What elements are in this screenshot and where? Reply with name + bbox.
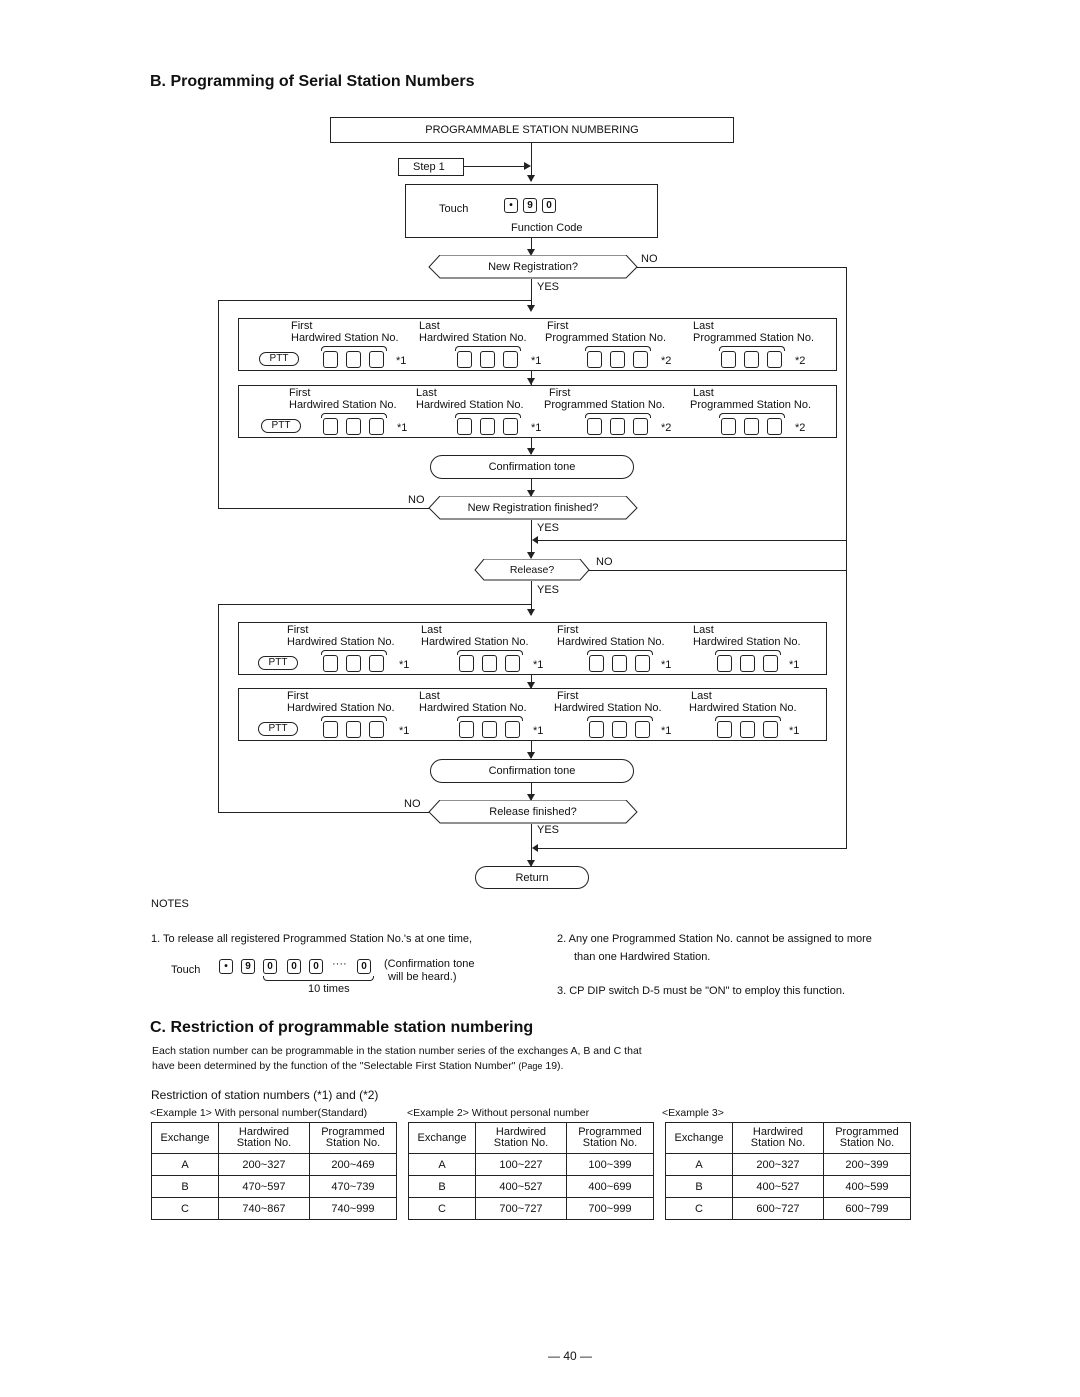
example-3-table xyxy=(665,1122,911,1220)
first-label: First xyxy=(289,387,311,399)
no-label-3: NO xyxy=(596,556,613,568)
last-label: Last xyxy=(693,624,714,636)
first-label: First xyxy=(547,320,569,332)
hardwired-label: Hardwired Station No. xyxy=(291,332,399,344)
mark-1: *1 xyxy=(789,659,800,671)
col-programmed: Programmed Station No. xyxy=(567,1123,654,1154)
release-finished-label: Release finished? xyxy=(489,806,577,818)
hardwired-label: Hardwired Station No. xyxy=(693,636,801,648)
confirmation-tone-label: Confirmation tone xyxy=(488,765,576,777)
table-row: B 470~597 470~739 xyxy=(152,1176,397,1198)
release-block-2 xyxy=(238,688,827,741)
col-programmed: Programmed Station No. xyxy=(824,1123,911,1154)
first-label: First xyxy=(287,690,309,702)
last-label: Last xyxy=(416,387,437,399)
last-label: Last xyxy=(419,690,440,702)
confirmation-tone-label: Confirmation tone xyxy=(488,461,576,473)
mark-1: *1 xyxy=(533,659,544,671)
note-2-line-1: 2. Any one Programmed Station No. cannot be assigned to more xyxy=(557,933,872,945)
mark-2: *2 xyxy=(661,355,672,367)
yes-label-3: YES xyxy=(537,584,560,596)
example-2-table xyxy=(408,1122,654,1220)
section-c-para-2 xyxy=(152,1060,563,1073)
last-label: Last xyxy=(693,387,714,399)
first-label: First xyxy=(291,320,313,332)
section-c-para-1: Each station number can be programmable in the station number series of the exchanges A, B and C that xyxy=(152,1045,642,1057)
ptt-key: PTT xyxy=(258,656,298,670)
note-3: 3. CP DIP switch D-5 must be "ON" to employ this function. xyxy=(557,985,846,997)
hardwired-label: Hardwired Station No. xyxy=(289,399,397,411)
programmed-label: Programmed Station No. xyxy=(690,399,812,411)
touch-label: Touch xyxy=(439,203,469,215)
new-registration-finished-label: New Registration finished? xyxy=(467,502,599,514)
table-row: A 200~327 200~399 xyxy=(666,1154,911,1176)
mark-1: *1 xyxy=(789,725,800,737)
note-1-confirmation: (Confirmation tone xyxy=(384,958,475,970)
step-box xyxy=(398,158,464,176)
example-3-label: <Example 3> xyxy=(662,1107,724,1119)
programmable-station-numbering-box xyxy=(330,117,734,143)
mark-1: *1 xyxy=(397,422,408,434)
para-2-end: 19). xyxy=(545,1060,564,1072)
programmed-label: Programmed Station No. xyxy=(544,399,666,411)
last-label: Last xyxy=(691,690,712,702)
table-row: C 600~727 600~799 xyxy=(666,1198,911,1220)
col-exchange: Exchange xyxy=(152,1123,219,1154)
note-key-0: 0 xyxy=(309,959,323,974)
last-label: Last xyxy=(421,624,442,636)
table-row: B 400~527 400~699 xyxy=(409,1176,654,1198)
step-label: Step 1 xyxy=(413,161,445,173)
return-terminal xyxy=(475,866,589,889)
table-row: A 100~227 100~399 xyxy=(409,1154,654,1176)
release-block-1 xyxy=(238,622,827,675)
note-key-9: 9 xyxy=(241,959,255,974)
note-key-0: 0 xyxy=(357,959,371,974)
note-1-touch: Touch xyxy=(171,964,201,976)
key-dot: • xyxy=(504,198,518,213)
table-row: C 700~727 700~999 xyxy=(409,1198,654,1220)
section-b-title: B. Programming of Serial Station Numbers xyxy=(150,73,475,90)
notes-heading: NOTES xyxy=(151,898,189,910)
mark-1: *1 xyxy=(399,659,410,671)
registration-block-2 xyxy=(238,385,837,438)
page-number: — 40 — xyxy=(547,1349,592,1363)
col-hardwired: Hardwired Station No. xyxy=(219,1123,310,1154)
mark-1: *1 xyxy=(531,355,542,367)
mark-1: *1 xyxy=(399,725,410,737)
ptt-key: PTT xyxy=(261,419,301,433)
hardwired-label: Hardwired Station No. xyxy=(554,702,662,714)
hardwired-label: Hardwired Station No. xyxy=(557,636,665,648)
mark-1: *1 xyxy=(661,659,672,671)
programmed-label: Programmed Station No. xyxy=(693,332,815,344)
yes-label-2: YES xyxy=(537,522,560,534)
release-label: Release? xyxy=(509,564,555,576)
table-row: B 400~527 400~599 xyxy=(666,1176,911,1198)
hardwired-label: Hardwired Station No. xyxy=(689,702,797,714)
note-1-times: 10 times xyxy=(308,983,350,995)
last-label: Last xyxy=(419,320,440,332)
note-key-0: 0 xyxy=(287,959,301,974)
no-label-2: NO xyxy=(408,494,425,506)
function-code-label: Function Code xyxy=(511,222,583,234)
col-hardwired: Hardwired Station No. xyxy=(733,1123,824,1154)
example-2-label: <Example 2> Without personal number xyxy=(407,1107,590,1119)
registration-block-1 xyxy=(238,318,837,371)
mark-1: *1 xyxy=(396,355,407,367)
hardwired-label: Hardwired Station No. xyxy=(287,702,395,714)
programmed-label: Programmed Station No. xyxy=(545,332,667,344)
mark-2: *2 xyxy=(795,355,806,367)
first-label: First xyxy=(287,624,309,636)
para-2-text: have been determined by the function of the "Selectable First Station Number" xyxy=(152,1060,516,1072)
last-label: Last xyxy=(693,320,714,332)
col-exchange: Exchange xyxy=(409,1123,476,1154)
col-hardwired: Hardwired Station No. xyxy=(476,1123,567,1154)
first-label: First xyxy=(549,387,571,399)
note-1: 1. To release all registered Programmed Station No.'s at one time, xyxy=(151,933,473,945)
hardwired-label: Hardwired Station No. xyxy=(416,399,524,411)
note-1-dots: ···· xyxy=(332,958,347,970)
first-label: First xyxy=(557,690,579,702)
yes-label-1: YES xyxy=(537,281,560,293)
function-code-box xyxy=(405,184,658,238)
mark-2: *2 xyxy=(795,422,806,434)
example-1-label: <Example 1> With personal number(Standard) xyxy=(150,1107,368,1119)
confirmation-tone-2 xyxy=(430,759,634,783)
section-c-title: C. Restriction of programmable station numbering xyxy=(150,1019,534,1036)
new-registration-label: New Registration? xyxy=(488,261,578,273)
note-key-0: 0 xyxy=(263,959,277,974)
key-9: 9 xyxy=(523,198,537,213)
confirmation-tone-1 xyxy=(430,455,634,479)
example-1-table xyxy=(151,1122,397,1220)
note-key-dot: • xyxy=(219,959,233,974)
key-0: 0 xyxy=(542,198,556,213)
hardwired-label: Hardwired Station No. xyxy=(421,636,529,648)
restriction-label: Restriction of station numbers (*1) and (*2) xyxy=(151,1088,379,1102)
mark-1: *1 xyxy=(533,725,544,737)
hardwired-label: Hardwired Station No. xyxy=(419,332,527,344)
mark-2: *2 xyxy=(661,422,672,434)
mark-1: *1 xyxy=(531,422,542,434)
hardwired-label: Hardwired Station No. xyxy=(287,636,395,648)
ptt-key: PTT xyxy=(258,722,298,736)
first-label: First xyxy=(557,624,579,636)
note-2-line-2: than one Hardwired Station. xyxy=(574,951,711,963)
ptt-key: PTT xyxy=(259,352,299,366)
table-row: A 200~327 200~469 xyxy=(152,1154,397,1176)
hardwired-label: Hardwired Station No. xyxy=(419,702,527,714)
no-label-4: NO xyxy=(404,798,421,810)
mark-1: *1 xyxy=(661,725,672,737)
col-exchange: Exchange xyxy=(666,1123,733,1154)
no-label-1: NO xyxy=(641,253,658,265)
col-programmed: Programmed Station No. xyxy=(310,1123,397,1154)
yes-label-4: YES xyxy=(537,824,560,836)
note-1-heard: will be heard.) xyxy=(388,971,457,983)
return-label: Return xyxy=(515,872,549,884)
header-box-label: PROGRAMMABLE STATION NUMBERING xyxy=(425,124,639,136)
table-row: C 740~867 740~999 xyxy=(152,1198,397,1220)
para-2-page: (Page xyxy=(518,1061,543,1071)
